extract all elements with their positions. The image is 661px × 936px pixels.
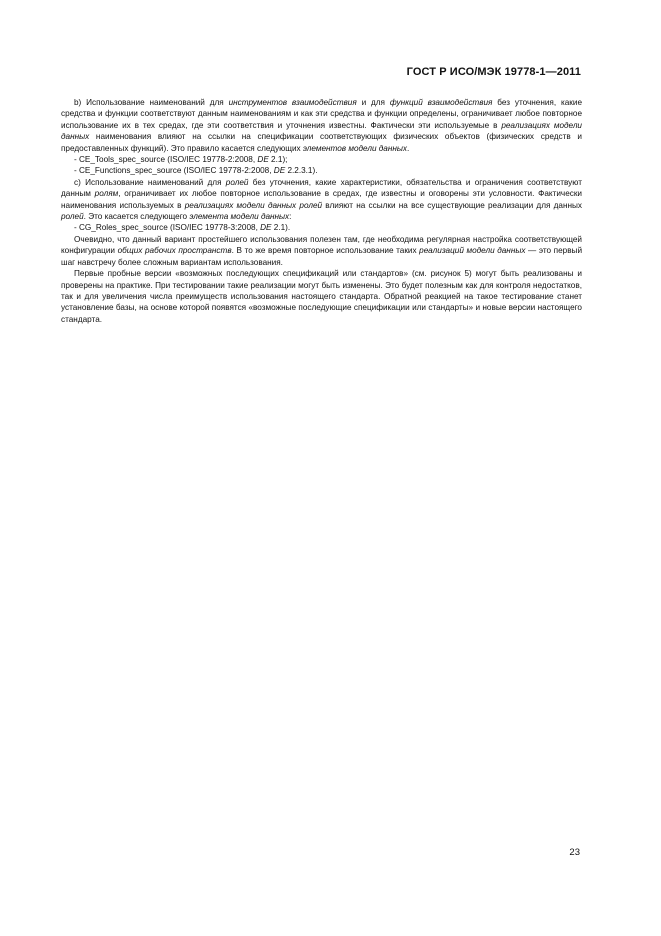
list-item-tools-spec: - CE_Tools_spec_source (ISO/IEC 19778-2:2008, DE 2.1); [74, 155, 288, 165]
paragraph-trial-versions: Первые пробные версии «возможных последующих спецификаций или стандартов» (см. рисунок 5) могут быть реализованы и проверены на практике. При тестировании такие реализации могут быть изменены. Это будет полезным как для контроля недостатков, так и для увеличения числа преимуществ использования настоящего стандарта. Обратной реакцией на такое тестирование станет установление базы, на основе которой появятся «возможные последующие спецификации или стандарты» и новые версии настоящего стандарта. [61, 269, 582, 324]
page-number: 23 [569, 847, 580, 858]
list-item-functions-spec: - CE_Functions_spec_source (ISO/IEC 19778-2:2008, DE 2.2.3.1). [74, 166, 318, 176]
paragraph-b: b) Использование наименований для инструментов взаимодействия и для функций взаимодействия без уточнения, какие средства и функции соответствуют данным наименованиям и как эти средства и функции определены, ограничивает любое повторное использование их в тех средах, где эти соответствия и уточнения известны. Фактически эти используемые в реализациях модели данных наименования влияют на ссылки на спецификации соответствующих физических объектов (физических средств и предоставленных функций). Это правило касается следующих элементов модели данных. [61, 98, 582, 153]
paragraph-simple-use: Очевидно, что данный вариант простейшего использования полезен там, где необходима регулярная настройка соответствующей конфигурации общих рабочих пространств. В то же время повторное использование таких реализаций модели данных — это первый шаг навстречу более сложным вариантам использования. [61, 234, 583, 267]
document-header: ГОСТ Р ИСО/МЭК 19778-1—2011 [406, 66, 581, 78]
paragraph-c: c) Использование наименований для ролей без уточнения, какие характеристики, обязательства и ограничения соответствуют данным ролям, ограничивает их любое повторное использование в средах, где известны и оговорены эти условности. Фактически наименования используемых в реализациях модели данных ролей влияют на ссылки на все существующие реализации для данных ролей. Это касается следующего элемента модели данных: [61, 177, 582, 222]
list-item-roles-spec: - CG_Roles_spec_source (ISO/IEC 19778-3:2008, DE 2.1). [74, 223, 291, 233]
page-body [61, 97, 582, 325]
